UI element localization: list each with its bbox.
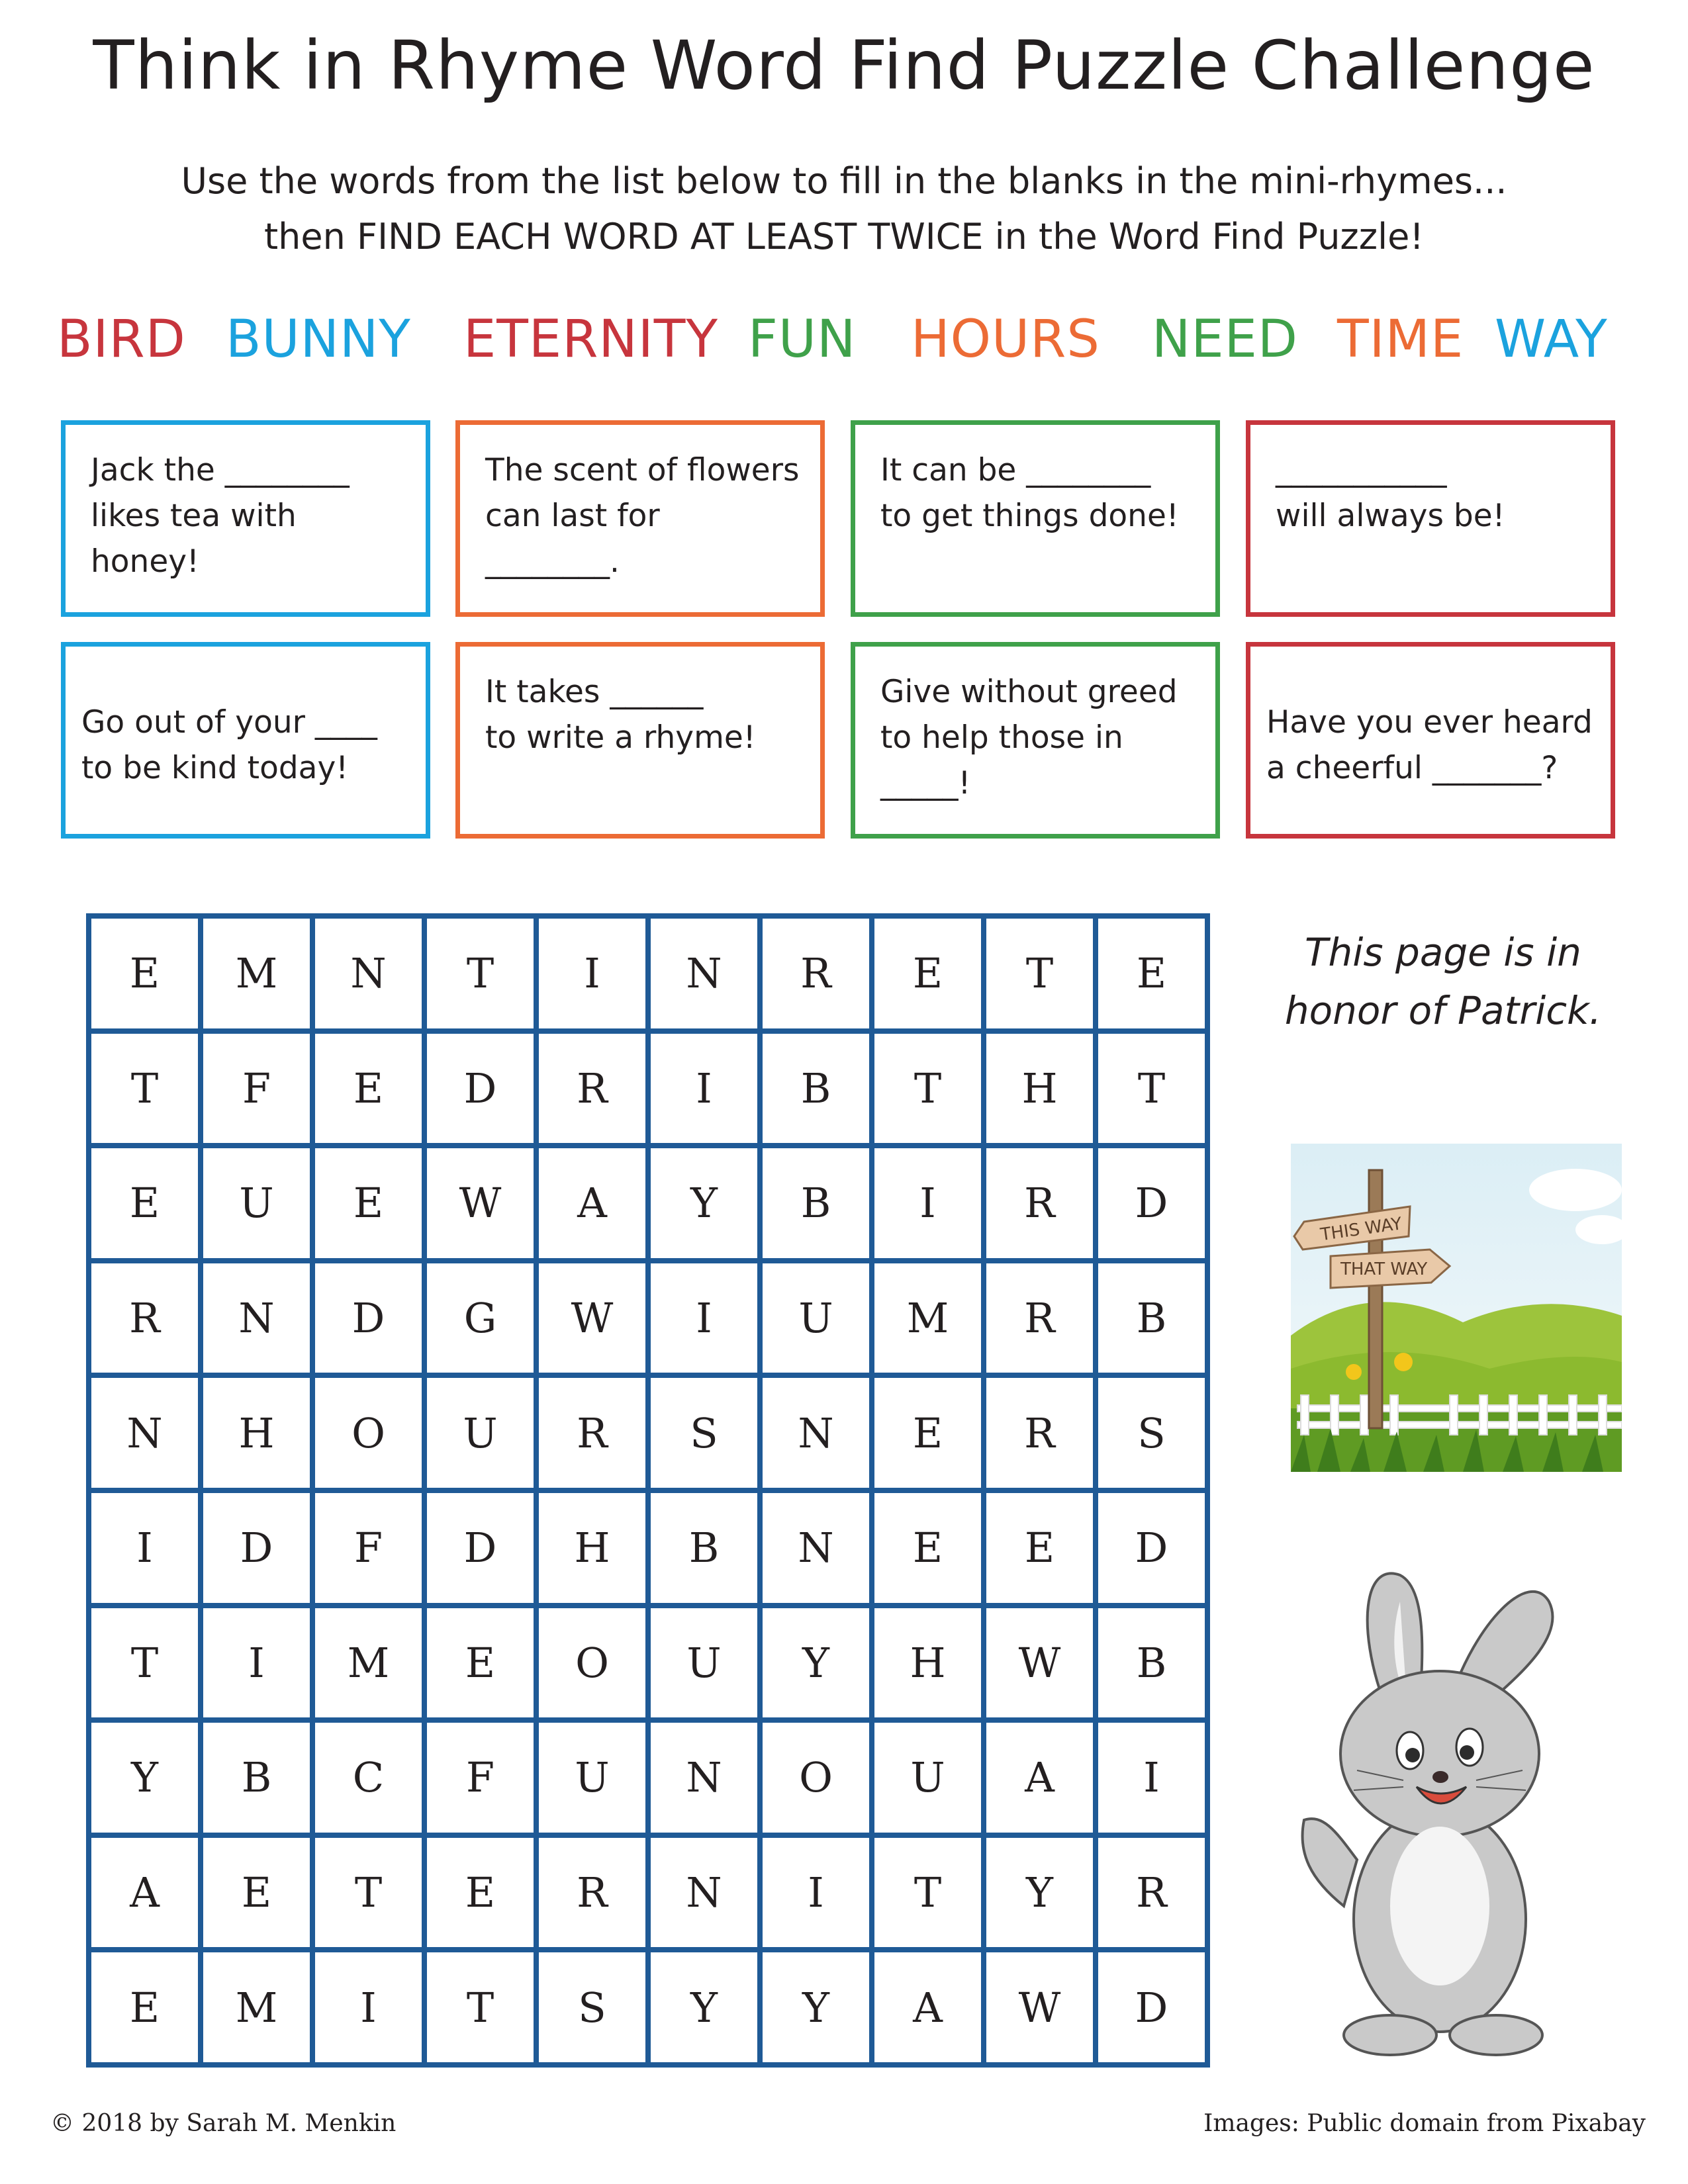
grid-cell: R [539,1378,645,1488]
grid-cell: B [1098,1263,1205,1373]
grid-cell: N [651,919,757,1028]
grid-cell: D [1098,1148,1205,1258]
grid-cell: E [427,1608,534,1718]
grid-cell: E [91,919,198,1028]
copyright: © 2018 by Sarah M. Menkin [50,2110,397,2137]
grid-cell: D [1098,1493,1205,1603]
image-credit: Images: Public domain from Pixabay [1203,2110,1646,2137]
grid-cell: R [91,1263,198,1373]
word-bunny: BUNNY [226,310,411,369]
grid-cell: A [91,1838,198,1948]
grid-cell: M [315,1608,422,1718]
grid-cell: I [203,1608,310,1718]
grid-cell: B [763,1034,869,1144]
grid-cell: T [91,1608,198,1718]
rhyme-card-1 [61,420,430,617]
signpost-image [1291,1144,1622,1472]
grid-cell: S [539,1952,645,2062]
honor-line-1: This page is in [1305,930,1581,975]
rhyme-card-text: Jack the ________ likes tea with honey! [91,452,350,580]
grid-cell: R [539,1838,645,1948]
grid-cell: I [539,919,645,1028]
word-eternity: ETERNITY [463,310,719,369]
grid-cell: I [763,1838,869,1948]
rhyme-card-text: Give without greed to help those in _____! [880,674,1178,801]
grid-cell: B [203,1723,310,1833]
rhyme-card-3 [851,420,1220,617]
grid-cell: T [874,1034,981,1144]
grid-cell: T [874,1838,981,1948]
grid-cell: D [427,1493,534,1603]
grid-cell: Y [651,1148,757,1258]
grid-cell: I [315,1952,422,2062]
grid-cell: D [427,1034,534,1144]
instructions [0,154,1688,265]
grid-cell: I [874,1148,981,1258]
grid-cell: B [1098,1608,1205,1718]
grid-cell: Y [763,1608,869,1718]
bunny-image [1284,1549,1615,2065]
grid-cell: C [315,1723,422,1833]
rhyme-card-text: It takes ______ to write a rhyme! [485,674,756,756]
rhyme-card-text: ___________ will always be! [1276,452,1505,534]
grid-cell: E [315,1034,422,1144]
grid-cell: B [651,1493,757,1603]
grid-cell: I [651,1263,757,1373]
grid-cell: T [986,919,1093,1028]
grid-cell: Y [651,1952,757,2062]
grid-cell: F [315,1493,422,1603]
grid-cell: U [203,1148,310,1258]
grid-cell: H [986,1034,1093,1144]
word-need: NEED [1152,310,1298,369]
grid-cell: E [315,1148,422,1258]
grid-cell: R [1098,1838,1205,1948]
grid-cell: N [763,1493,869,1603]
honor-line-2: honor of Patrick. [1284,988,1602,1033]
grid-cell: M [203,919,310,1028]
grid-cell: N [651,1723,757,1833]
grid-cell: O [315,1378,422,1488]
grid-cell: E [203,1838,310,1948]
grid-cell: A [986,1723,1093,1833]
rhyme-card-7 [851,642,1220,839]
grid-cell: Y [986,1838,1093,1948]
word-list [57,310,1632,383]
grid-cell: T [91,1034,198,1144]
rhyme-card-text: Have you ever heard a cheerful _______? [1266,704,1593,786]
grid-cell: E [874,1493,981,1603]
grid-cell: G [427,1263,534,1373]
grid-cell: T [1098,1034,1205,1144]
grid-cell: S [1098,1378,1205,1488]
rhyme-card-6 [455,642,825,839]
grid-cell: A [539,1148,645,1258]
grid-cell: N [315,919,422,1028]
grid-cell: U [427,1378,534,1488]
grid-cell: S [651,1378,757,1488]
word-hours: HOURS [911,310,1100,369]
rhyme-card-8 [1246,642,1615,839]
grid-cell: U [763,1263,869,1373]
grid-cell: F [203,1034,310,1144]
grid-cell: E [91,1148,198,1258]
grid-cell: B [763,1148,869,1258]
grid-cell: M [874,1263,981,1373]
grid-cell: I [91,1493,198,1603]
grid-cell: H [539,1493,645,1603]
grid-cell: N [91,1378,198,1488]
word-find-grid [86,913,1210,2068]
rhyme-card-4 [1246,420,1615,617]
grid-cell: T [427,919,534,1028]
grid-cell: W [539,1263,645,1373]
grid-cell: U [539,1723,645,1833]
grid-cell: E [986,1493,1093,1603]
word-way: WAY [1495,310,1608,369]
grid-cell: H [874,1608,981,1718]
grid-cell: R [986,1263,1093,1373]
sign-that-way: THAT WAY [1340,1259,1428,1279]
grid-cell: R [539,1034,645,1144]
rhyme-card-2 [455,420,825,617]
grid-cell: F [427,1723,534,1833]
sign-this-way: THIS WAY [1319,1214,1403,1246]
grid-cell: O [539,1608,645,1718]
grid-cell: D [203,1493,310,1603]
rhyme-card-text: It can be ________ to get things done! [880,452,1179,534]
grid-cell: W [986,1608,1093,1718]
grid-cell: T [427,1952,534,2062]
honor-note [1244,923,1642,1040]
grid-cell: W [986,1952,1093,2062]
grid-cell: N [203,1263,310,1373]
grid-cell: H [203,1378,310,1488]
grid-cell: E [427,1838,534,1948]
grid-cell: E [1098,919,1205,1028]
instructions-line-1: Use the words from the list below to fill in the blanks in the mini-rhymes... [181,160,1507,202]
grid-cell: R [763,919,869,1028]
grid-cell: I [1098,1723,1205,1833]
word-fun: FUN [748,310,857,369]
grid-cell: I [651,1034,757,1144]
rhyme-card-text: Go out of your ____ to be kind today! [81,704,377,786]
word-time: TIME [1337,310,1464,369]
grid-cell: T [315,1838,422,1948]
grid-cell: N [651,1838,757,1948]
grid-cell: W [427,1148,534,1258]
grid-cell: R [986,1378,1093,1488]
grid-cell: O [763,1723,869,1833]
grid-cell: A [874,1952,981,2062]
instructions-line-2: then FIND EACH WORD AT LEAST TWICE in the Word Find Puzzle! [264,216,1424,257]
grid-cell: D [315,1263,422,1373]
grid-cell: E [874,1378,981,1488]
grid-cell: E [91,1952,198,2062]
grid-cell: E [874,919,981,1028]
grid-cell: U [874,1723,981,1833]
grid-cell: N [763,1378,869,1488]
grid-cell: Y [763,1952,869,2062]
word-bird: BIRD [57,310,186,369]
grid-cell: R [986,1148,1093,1258]
rhyme-card-text: The scent of flowers can last for ________. [485,452,800,580]
page-title: Think in Rhyme Word Find Puzzle Challenge [93,26,1595,105]
rhyme-card-5 [61,642,430,839]
grid-cell: U [651,1608,757,1718]
grid-cell: D [1098,1952,1205,2062]
grid-cell: Y [91,1723,198,1833]
grid-cell: M [203,1952,310,2062]
